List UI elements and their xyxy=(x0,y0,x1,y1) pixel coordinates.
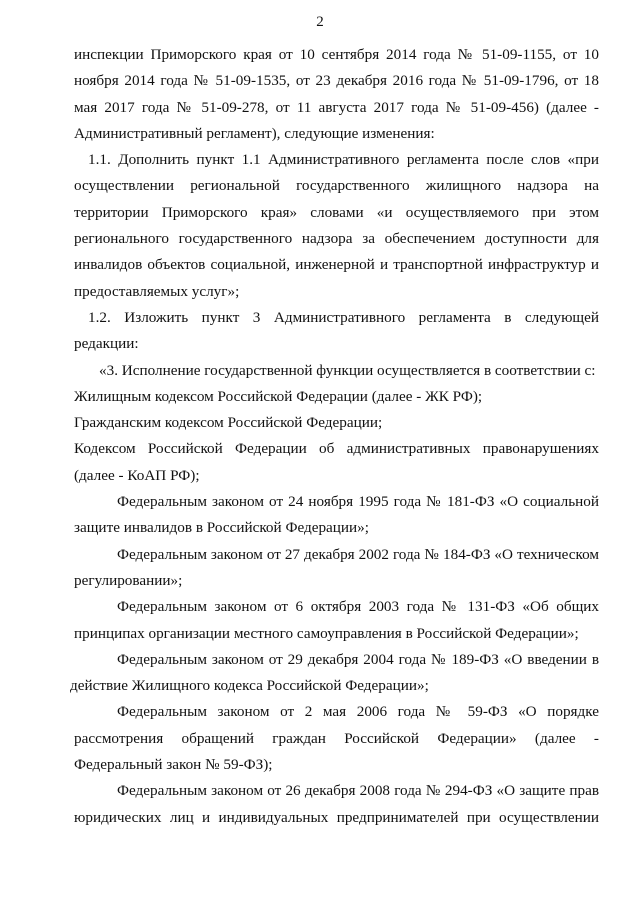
text-line: принципах организации местного самоуправления в Российской Федерации»; xyxy=(74,624,579,642)
text-line: Федеральным законом от 24 ноября 1995 года № 181-ФЗ «О социальной xyxy=(117,493,599,511)
text-line: инспекции Приморского края от 10 сентября 2014 года № 51-09-1155, от 10 xyxy=(74,46,599,63)
text-line: 1.1. Дополнить пункт 1.1 Административного регламента после слов «при xyxy=(88,151,599,169)
text-line: Федеральным законом от 27 декабря 2002 года № 184-ФЗ «О техническом xyxy=(117,545,599,563)
text-line: редакции: xyxy=(74,335,139,353)
text-line: (далее - КоАП РФ); xyxy=(74,466,200,484)
page-number: 2 xyxy=(316,14,324,30)
text-line: предоставляемых услуг»; xyxy=(74,282,240,300)
text-line: 1.2. Изложить пункт 3 Административного регламента в следующей xyxy=(88,308,599,326)
text-line: осуществлении региональной государственного жилищного надзора на xyxy=(74,177,599,195)
text-line: ноября 2014 года № 51-09-1535, от 23 декабря 2016 года № 51-09-1796, от 18 xyxy=(74,72,599,90)
text-line: Гражданским кодексом Российской Федерации; xyxy=(74,414,383,432)
text-line: Федеральным законом от 2 мая 2006 года № 59-ФЗ «О порядке xyxy=(117,703,599,721)
text-line: Административный регламент), следующие изменения: xyxy=(74,124,435,142)
text-line: юридических лиц и индивидуальных предпринимателей при осуществлении xyxy=(74,808,599,826)
text-line: Федеральным законом от 6 октября 2003 года № 131-ФЗ «Об общих xyxy=(117,598,599,616)
text-line: Федеральным законом от 26 декабря 2008 года № 294-ФЗ «О защите прав xyxy=(117,782,599,800)
text-line: защите инвалидов в Российской Федерации»; xyxy=(74,519,369,537)
text-line: Кодексом Российской Федерации об административных правонарушениях xyxy=(74,440,599,458)
text-line: инвалидов объектов социальной, инженерной и транспортной инфраструктур и xyxy=(74,256,599,274)
text-line: Жилищным кодексом Российской Федерации (далее - ЖК РФ); xyxy=(74,387,483,405)
text-line: «3. Исполнение государственной функции осуществляется в соответствии с: xyxy=(99,361,596,379)
text-line: действие Жилищного кодекса Российской Федерации»; xyxy=(70,677,429,695)
text-line: Федеральный закон № 59-ФЗ); xyxy=(74,756,273,774)
text-line: территории Приморского края» словами «и осуществляемого при этом xyxy=(74,203,599,221)
text-line: регулировании»; xyxy=(74,571,183,589)
document-body xyxy=(70,42,599,831)
text-line: регионального государственного надзора за обеспечением доступности для xyxy=(74,230,599,248)
text-line: Федеральным законом от 29 декабря 2004 года № 189-ФЗ «О введении в xyxy=(117,650,599,668)
text-line: рассмотрения обращений граждан Российской Федерации» (далее - xyxy=(74,729,599,747)
text-line: мая 2017 года № 51-09-278, от 11 августа 2017 года № 51-09-456) (далее - xyxy=(74,98,599,116)
